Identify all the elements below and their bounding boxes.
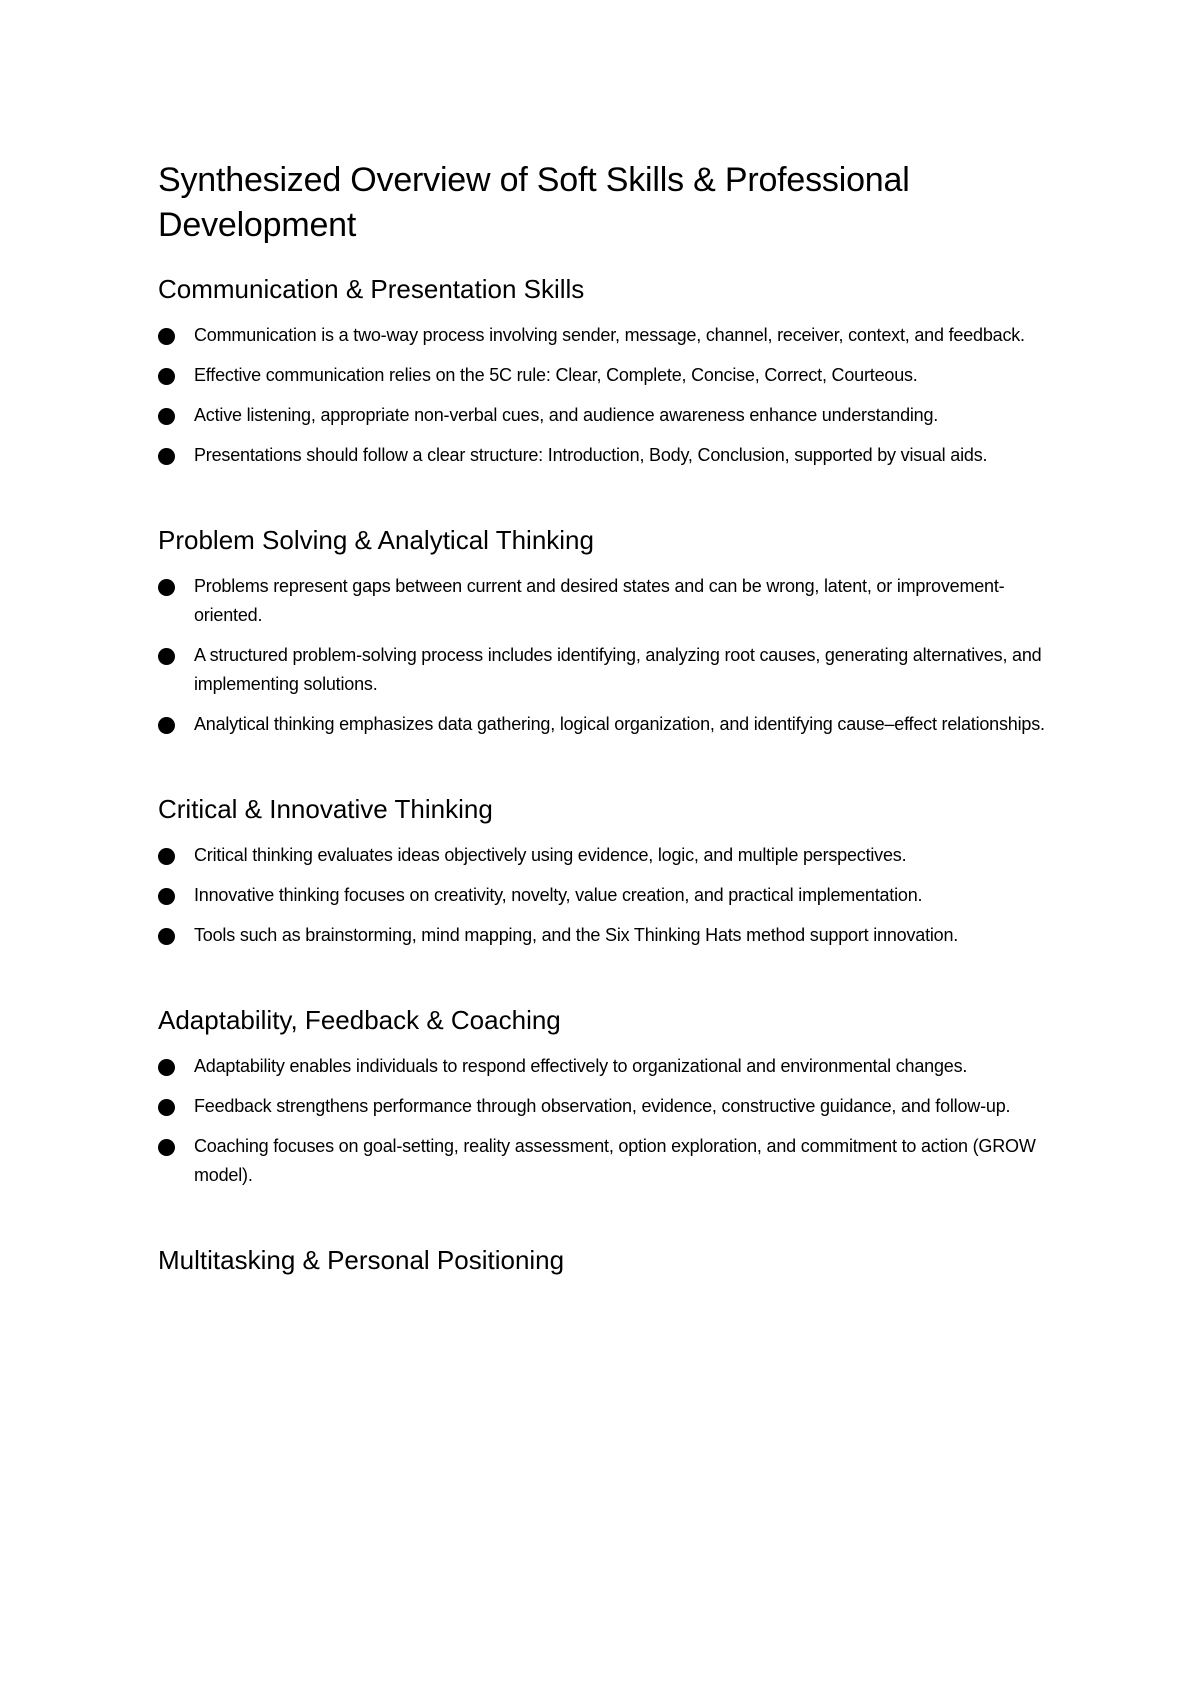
bullet-dot-icon [158, 888, 175, 905]
bullet-dot-icon [158, 328, 175, 345]
list-item [158, 572, 1058, 630]
bullet-list [158, 841, 1058, 950]
bullet-dot-icon [158, 408, 175, 425]
list-item-text: Coaching focuses on goal-setting, reality assessment, option exploration, and commitment to action (GROW model). [194, 1136, 1036, 1185]
list-item-text: Adaptability enables individuals to respond effectively to organizational and environmental changes. [194, 1056, 968, 1076]
list-item [158, 401, 1058, 430]
bullet-dot-icon [158, 848, 175, 865]
list-item [158, 361, 1058, 390]
bullet-dot-icon [158, 648, 175, 665]
section-heading: Problem Solving & Analytical Thinking [158, 525, 594, 555]
bullet-list [158, 572, 1058, 739]
bullet-list [158, 321, 1058, 470]
sections-container [158, 273, 1058, 1276]
bullet-dot-icon [158, 717, 175, 734]
list-item [158, 710, 1058, 739]
list-item-text: Feedback strengthens performance through observation, evidence, constructive guidance, and follow-up. [194, 1096, 1011, 1116]
bullet-dot-icon [158, 579, 175, 596]
list-item [158, 1092, 1058, 1121]
list-item [158, 641, 1058, 699]
section-heading: Critical & Innovative Thinking [158, 794, 493, 824]
list-item [158, 1052, 1058, 1081]
list-item-text: Communication is a two-way process involving sender, message, channel, receiver, context, and feedback. [194, 325, 1025, 345]
list-item-text: Tools such as brainstorming, mind mapping, and the Six Thinking Hats method support innovation. [194, 925, 959, 945]
list-item [158, 921, 1058, 950]
list-item-text: Presentations should follow a clear structure: Introduction, Body, Conclusion, supported by visual aids. [194, 445, 988, 465]
list-item-text: Critical thinking evaluates ideas objectively using evidence, logic, and multiple perspectives. [194, 845, 907, 865]
bullet-list [158, 1052, 1058, 1190]
document-page [158, 158, 1058, 1292]
list-item [158, 1132, 1058, 1190]
bullet-dot-icon [158, 1059, 175, 1076]
section [158, 1244, 1058, 1276]
section-heading: Multitasking & Personal Positioning [158, 1245, 565, 1275]
bullet-dot-icon [158, 368, 175, 385]
list-item-text: A structured problem-solving process includes identifying, analyzing root causes, generating alternatives, and implementing solutions. [194, 645, 1042, 694]
list-item [158, 441, 1058, 470]
section-heading: Adaptability, Feedback & Coaching [158, 1005, 561, 1035]
bullet-dot-icon [158, 1099, 175, 1116]
section [158, 1004, 1058, 1190]
list-item-text: Analytical thinking emphasizes data gathering, logical organization, and identifying cause–effect relationships. [194, 714, 1045, 734]
list-item [158, 841, 1058, 870]
section [158, 524, 1058, 739]
section-heading: Communication & Presentation Skills [158, 274, 585, 304]
list-item [158, 321, 1058, 350]
list-item-text: Problems represent gaps between current and desired states and can be wrong, latent, or improvement-oriented. [194, 576, 1005, 625]
list-item-text: Effective communication relies on the 5C rule: Clear, Complete, Concise, Correct, Courteous. [194, 365, 918, 385]
bullet-dot-icon [158, 1139, 175, 1156]
list-item-text: Innovative thinking focuses on creativity, novelty, value creation, and practical implementation. [194, 885, 923, 905]
section [158, 273, 1058, 470]
list-item [158, 881, 1058, 910]
bullet-dot-icon [158, 928, 175, 945]
list-item-text: Active listening, appropriate non-verbal cues, and audience awareness enhance understanding. [194, 405, 939, 425]
document-title: Synthesized Overview of Soft Skills & Professional Development [158, 161, 910, 244]
bullet-dot-icon [158, 448, 175, 465]
section [158, 793, 1058, 950]
